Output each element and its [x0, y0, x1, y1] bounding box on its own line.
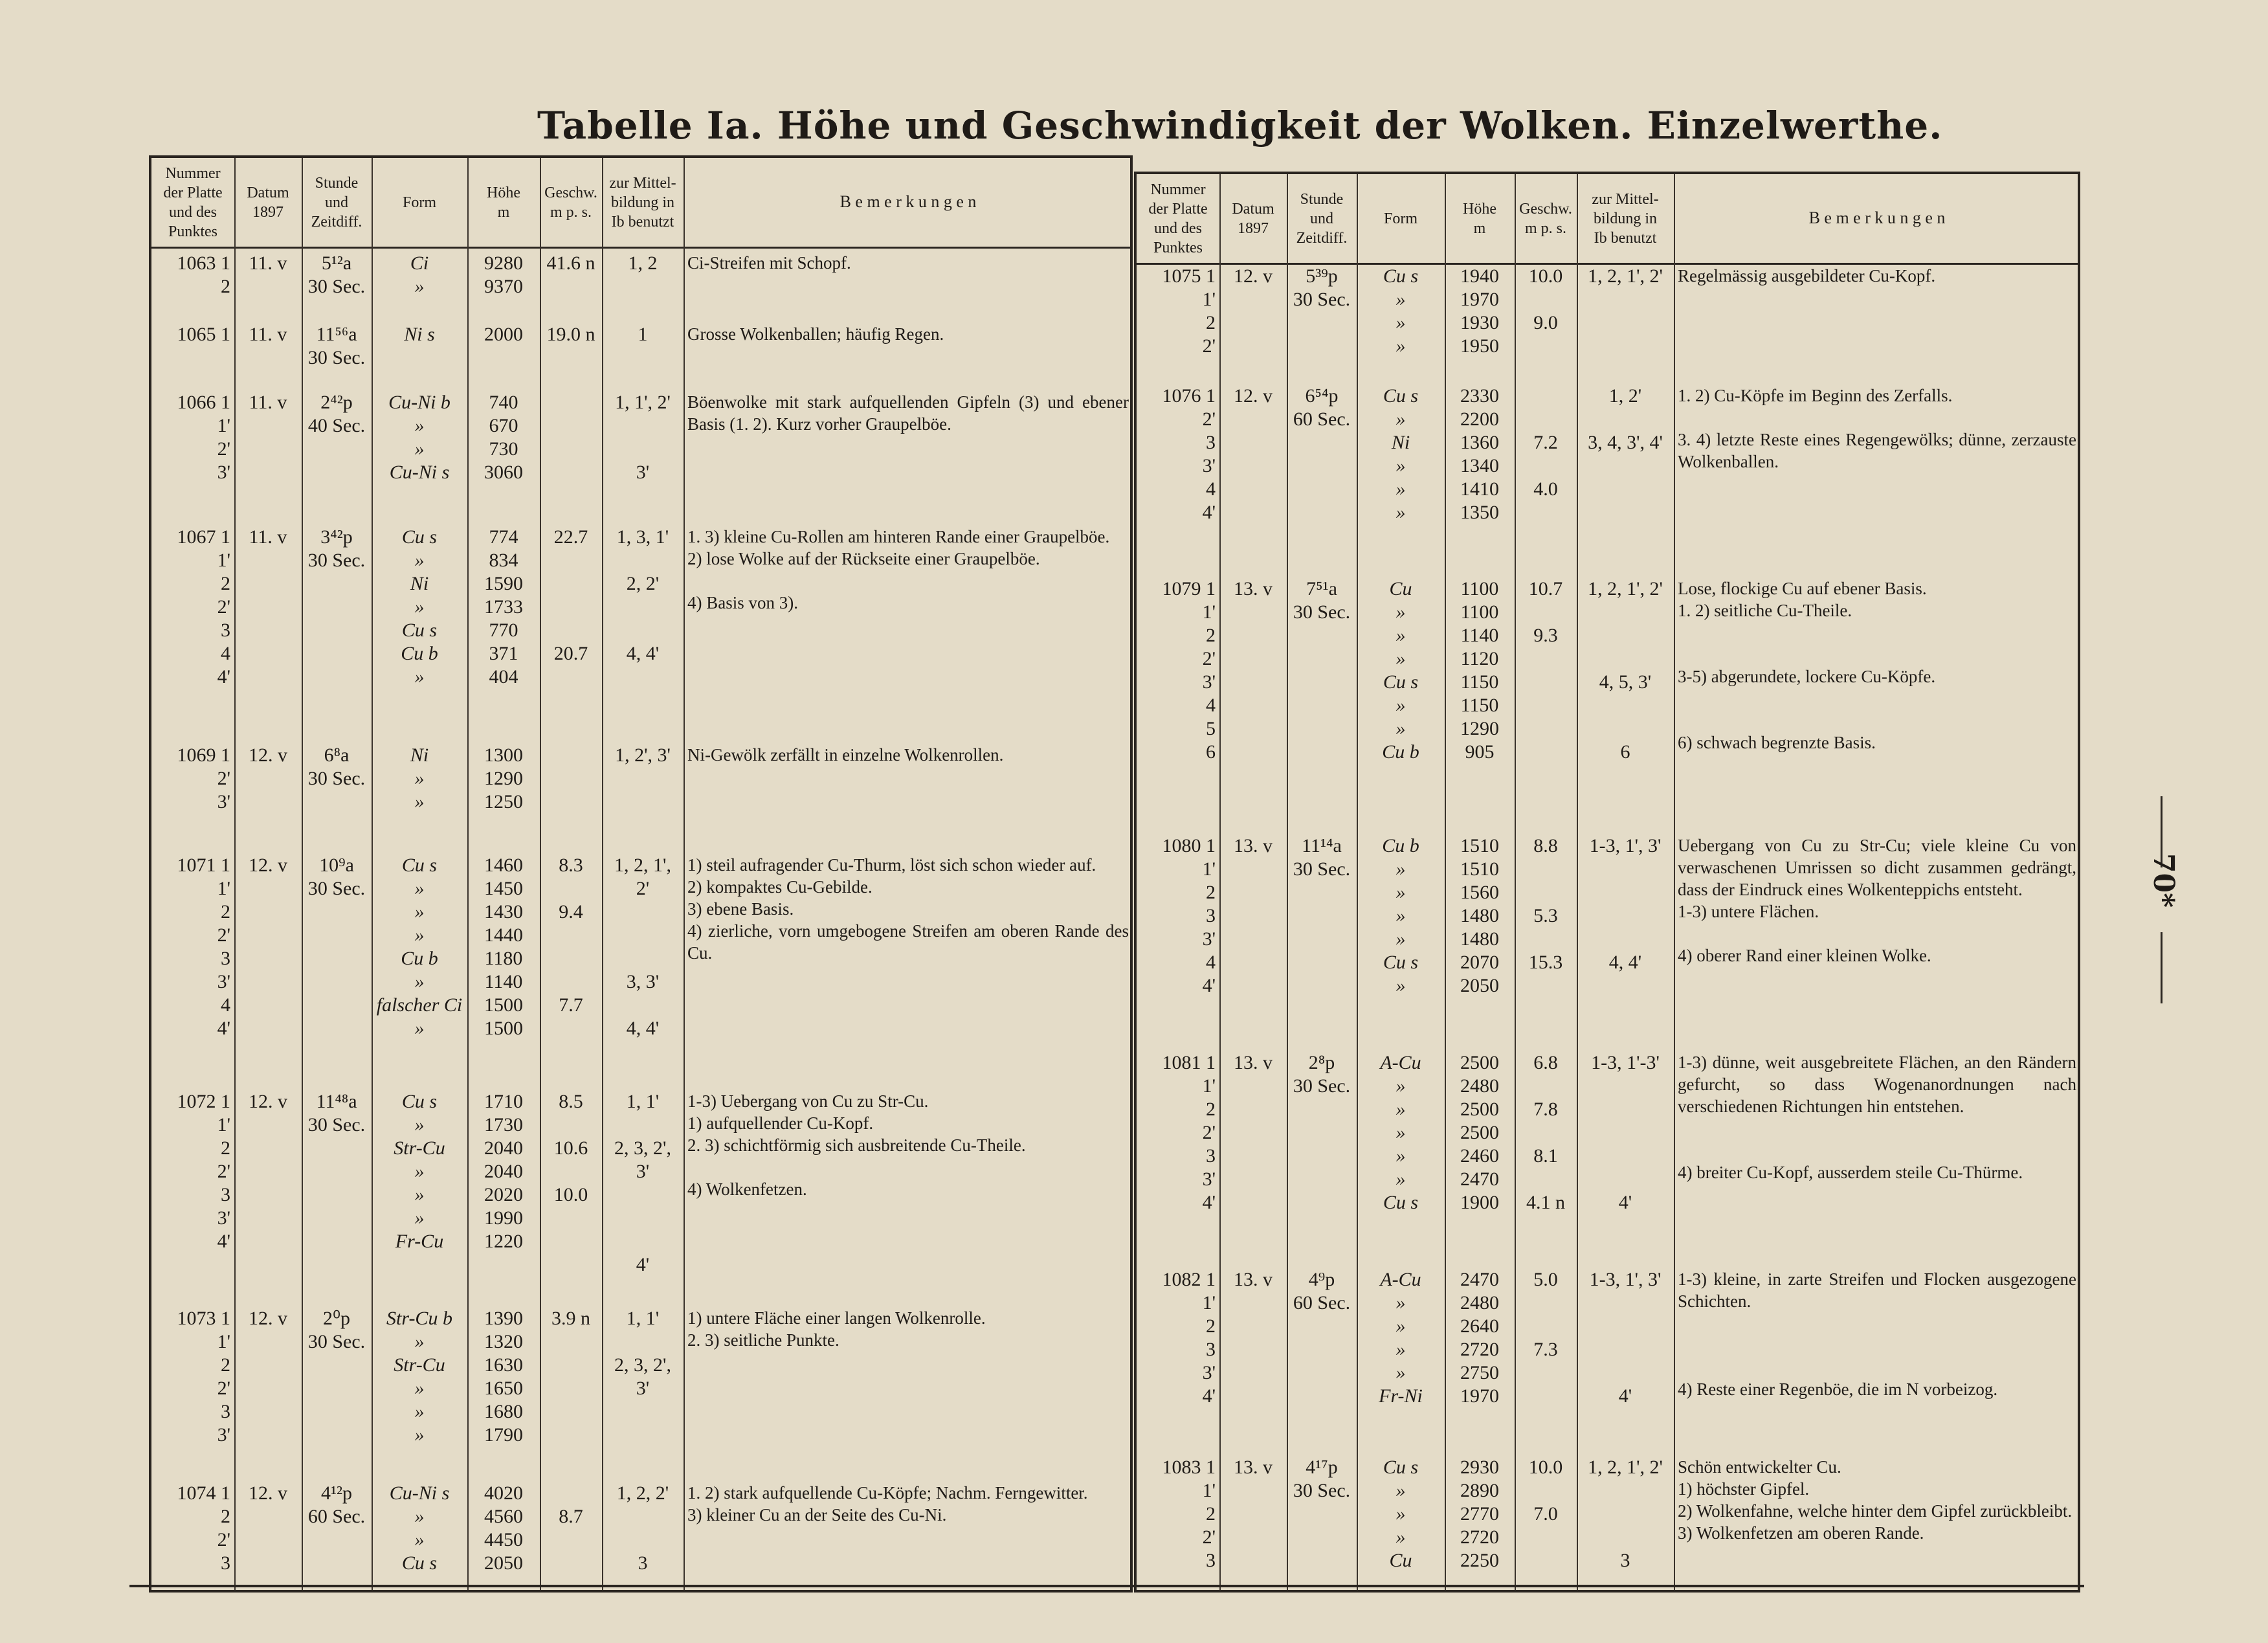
header-bem: B e m e r k u n g e n [839, 192, 977, 212]
cell-nr: 1079 1 1' 2 2' 3' 4 5 6 [1162, 578, 1216, 763]
header-bem: B e m e r k u n g e n [1808, 208, 1946, 228]
cell-geschw: 10.0 7.0 [1528, 1457, 1563, 1525]
cell-nr: 1081 1 1' 2 2' 3 3' 4' [1162, 1052, 1216, 1213]
cell-bem: 1. 2) Cu-Köpfe im Beginn des Zerfalls. 3. 4) letzte Reste eines Regengewölks; dünne, zerzauste Wolkenballen. [1678, 386, 2076, 471]
cell-stunde: 4¹²p 60 Sec. [307, 1482, 366, 1527]
cell-hoehe: 2000 [484, 324, 523, 345]
cell-hoehe: 9280 9370 [484, 252, 523, 297]
column-divider [602, 158, 603, 1590]
cell-form: Cu s » » » [1383, 265, 1419, 357]
cell-bem: 1. 3) kleine Cu-Rollen am hinteren Rande einer Graupelböe. 2) lose Wolke auf der Rückseite einer Graupelböe. 4) Basis von 3). [687, 527, 1110, 612]
cell-datum: 12. v [1234, 385, 1273, 407]
cell-nr: 1082 1 1' 2 3 3' 4' [1162, 1269, 1216, 1407]
cell-nr: 1069 1 2' 3' [177, 744, 230, 812]
cell-geschw: 19.0 n [546, 324, 595, 345]
cell-stunde: 2⁸p 30 Sec. [1293, 1052, 1351, 1097]
cell-nr: 1083 1 1' 2 2' 3 [1162, 1457, 1216, 1571]
header-geschw: Geschw. m p. s. [544, 184, 597, 221]
left-table [149, 155, 1133, 1593]
column-divider [1357, 174, 1358, 1590]
cell-datum: 12. v [249, 1308, 287, 1329]
cell-mittel: 1, 2, 1', 2' 3, 3' 4, 4' [614, 855, 671, 1039]
cell-geschw: 7.2 4.0 [1533, 432, 1558, 500]
cell-mittel: 1, 2, 1', 2' 4, 5, 3' 6 [1588, 578, 1663, 763]
cell-hoehe: 2500 2480 2500 2500 2460 2470 1900 [1460, 1052, 1499, 1213]
cell-bem: Ni-Gewölk zerfällt in einzelne Wolkenrollen. [687, 745, 1004, 765]
cell-form: Cu-Ni b » » Cu-Ni s [388, 392, 450, 483]
cell-stunde: 4¹⁷p 30 Sec. [1293, 1457, 1351, 1501]
cell-form: Ni » » [410, 744, 429, 812]
cell-geschw: 8.7 [559, 1506, 583, 1527]
cell-mittel: 1, 2, 1', 2' [1588, 265, 1663, 287]
cell-form: Ni s [404, 324, 435, 345]
column-divider [1445, 174, 1446, 1590]
cell-nr: 1072 1 1' 2 2' 3 3' 4' [177, 1091, 230, 1252]
column-divider [1577, 174, 1578, 1590]
cell-stunde: 10⁹a 30 Sec. [307, 855, 366, 899]
cell-stunde: 11⁴⁸a 30 Sec. [307, 1091, 366, 1135]
cell-nr: 1073 1 1' 2 2' 3 3' [177, 1308, 230, 1446]
cell-mittel: 1, 1', 2' 3' [615, 392, 671, 483]
cell-datum: 13. v [1234, 1457, 1273, 1478]
column-divider [1287, 174, 1288, 1590]
cell-nr: 1067 1 1' 2 2' 3 4 4' [177, 526, 230, 687]
header-geschw: Geschw. m p. s. [1519, 200, 1572, 237]
cell-datum: 12. v [249, 1482, 287, 1504]
cell-bem: 1) untere Fläche einer langen Wolkenrolle. 2. 3) seitliche Punkte. [687, 1308, 986, 1350]
cell-nr: 1071 1 1' 2 2' 3 3' 4 4' [177, 855, 230, 1039]
cell-nr: 1074 1 2 2' 3 [177, 1482, 230, 1574]
cell-mittel: 1 [638, 324, 648, 345]
cell-stunde: 11¹⁴a 30 Sec. [1293, 835, 1351, 880]
header-mittel: zur Mittel- bildung in Ib benutzt [1592, 190, 1659, 247]
cell-nr: 1080 1 1' 2 3 3' 4 4' [1162, 835, 1216, 996]
column-divider [540, 158, 541, 1590]
cell-stunde: 6⁸a 30 Sec. [307, 744, 366, 789]
cell-bem: Uebergang von Cu zu Str-Cu; viele kleine Cu von verwaschenen Umrissen so dicht zusammen gedrängt, dass der Eindruck eines Wolkenteppichs entsteht. 1-3) untere Flächen. 4) oberer Rand einer kleinen Wolke. [1678, 836, 2076, 965]
cell-mittel: 1, 2' 3, 4, 3', 4' [1588, 385, 1663, 453]
cell-datum: 11. v [249, 252, 287, 274]
table-header [151, 158, 1130, 249]
cell-mittel: 1, 3, 1' 2, 2' 4, 4' [616, 526, 669, 664]
cell-mittel: 1, 2, 1', 2' 3 [1588, 1457, 1663, 1571]
column-divider [1219, 174, 1221, 1590]
column-divider [1515, 174, 1516, 1590]
cell-datum: 13. v [1234, 1052, 1273, 1073]
cell-hoehe: 1100 1100 1140 1120 1150 1150 1290 905 [1460, 578, 1499, 763]
cell-form: Cu s » » » Cu [1383, 1457, 1419, 1571]
cell-mittel: 1-3, 1', 3' 4' [1589, 1269, 1662, 1407]
header-hoehe: Höhe m [487, 184, 520, 221]
cell-mittel: 1, 2 [628, 252, 658, 274]
cell-geschw: 6.8 7.8 8.1 4.1 n [1526, 1052, 1565, 1213]
table-header [1137, 174, 2078, 265]
cell-bem: Regelmässig ausgebildeter Cu-Kopf. [1678, 266, 1936, 285]
column-divider [372, 158, 373, 1590]
cell-bem: Böenwolke mit stark aufquellenden Gipfeln (3) und ebener Basis (1. 2). Kurz vorher Graupelböe. [687, 392, 1129, 434]
cell-geschw: 22.7 20.7 [553, 526, 588, 664]
cell-bem: 1-3) kleine, in zarte Streifen und Flocken ausgezogene Schichten. 4) Reste einer Regenböe, die im N vorbeizog. [1678, 1269, 2076, 1399]
cell-mittel: 1-3, 1', 3' 4, 4' [1589, 835, 1662, 973]
cell-datum: 11. v [249, 392, 287, 413]
cell-stunde: 7⁵¹a 30 Sec. [1293, 578, 1351, 623]
cell-hoehe: 1390 1320 1630 1650 1680 1790 [484, 1308, 523, 1446]
cell-datum: 13. v [1234, 578, 1273, 599]
cell-datum: 13. v [1234, 1269, 1273, 1290]
cell-form: Ci » [410, 252, 429, 297]
cell-hoehe: 740 670 730 3060 [484, 392, 523, 483]
header-stunde: Stunde und Zeitdiff. [1296, 190, 1348, 247]
cell-hoehe: 1940 1970 1930 1950 [1460, 265, 1499, 357]
cell-hoehe: 2330 2200 1360 1340 1410 1350 [1460, 385, 1499, 523]
cell-bem: 1) steil aufragender Cu-Thurm, löst sich schon wieder auf. 2) kompaktes Cu-Gebilde. 3) ebene Basis. 4) zierliche, vorn umgebogene Streifen am oberen Rande des Cu. [687, 855, 1129, 963]
cell-geschw: 8.5 10.6 10.0 [553, 1091, 588, 1205]
cell-datum: 12. v [249, 744, 287, 766]
cell-geschw: 5.0 7.3 [1533, 1269, 1558, 1360]
cell-bem: 1. 2) stark aufquellende Cu-Köpfe; Nachm. Ferngewitter. 3) kleiner Cu an der Seite des Cu-Ni. [687, 1483, 1088, 1525]
cell-nr: 1075 1 1' 2 2' [1162, 265, 1216, 357]
column-divider [302, 158, 303, 1590]
bottom-rule [129, 1585, 2084, 1587]
column-divider [1674, 174, 1675, 1590]
cell-hoehe: 1460 1450 1430 1440 1180 1140 1500 1500 [484, 855, 523, 1039]
column-divider [467, 158, 469, 1590]
cell-geschw: 10.0 9.0 [1528, 265, 1563, 333]
cell-stunde: 5³⁹p 30 Sec. [1293, 265, 1351, 310]
cell-mittel: 1, 2, 2' 3 [616, 1482, 669, 1574]
cell-form: A-Cu » » » » » Cu s [1380, 1052, 1421, 1213]
cell-form: A-Cu » » » » Fr-Ni [1379, 1269, 1423, 1407]
cell-mittel: 1, 2', 3' [615, 744, 671, 766]
cell-bem: Schön entwickelter Cu. 1) höchster Gipfel. 2) Wolkenfahne, welche hinter dem Gipfel zurückbleibt. 3) Wolkenfetzen am oberen Rande. [1678, 1457, 2073, 1543]
cell-form: Cu b » » » » Cu s » [1382, 835, 1419, 996]
cell-hoehe: 1510 1510 1560 1480 1480 2070 2050 [1460, 835, 1499, 996]
cell-geschw: 3.9 n [551, 1308, 590, 1329]
cell-datum: 12. v [249, 1091, 287, 1112]
cell-stunde: 4⁹p 60 Sec. [1293, 1269, 1351, 1313]
cell-datum: 13. v [1234, 835, 1273, 856]
header-datum: Datum 1897 [1232, 200, 1274, 237]
cell-form: Cu s » Ni » » » [1383, 385, 1419, 523]
cell-datum: 11. v [249, 324, 287, 345]
cell-bem: 1-3) Uebergang von Cu zu Str-Cu. 1) aufquellender Cu-Kopf. 2. 3) schichtförmig sich ausbreitende Cu-Theile. 4) Wolkenfetzen. [687, 1091, 1026, 1199]
cell-stunde: 2⁰p 30 Sec. [307, 1308, 366, 1352]
cell-nr: 1076 1 2' 3 3' 4 4' [1162, 385, 1216, 523]
header-stunde: Stunde und Zeitdiff. [311, 174, 362, 230]
header-nr: Nummer der Platte und des Punktes [1148, 181, 1208, 256]
cell-stunde: 11⁵⁶a 30 Sec. [307, 324, 366, 368]
cell-form: Cu » » » Cu s » » Cu b [1382, 578, 1419, 763]
cell-form: Cu s » Ni » Cu s Cu b » [401, 526, 438, 687]
cell-mittel: 1, 1' 2, 3, 2', 3' [614, 1308, 671, 1399]
cell-nr: 1065 1 [177, 324, 230, 345]
cell-datum: 11. v [249, 526, 287, 548]
cell-hoehe: 2470 2480 2640 2720 2750 1970 [1460, 1269, 1499, 1407]
cell-hoehe: 774 834 1590 1733 770 371 404 [484, 526, 523, 687]
cell-hoehe: 1710 1730 2040 2040 2020 1990 1220 [484, 1091, 523, 1252]
cell-nr: 1066 1 1' 2' 3' [177, 392, 230, 483]
cell-form: Str-Cu b » Str-Cu » » » [386, 1308, 452, 1446]
cell-hoehe: 4020 4560 4450 2050 [484, 1482, 523, 1574]
cell-stunde: 5¹²a 30 Sec. [307, 252, 366, 297]
cell-datum: 12. v [1234, 265, 1273, 287]
header-nr: Nummer der Platte und des Punktes [163, 164, 223, 240]
cell-stunde: 6⁵⁴p 60 Sec. [1293, 385, 1351, 430]
cell-nr: 1063 1 2 [177, 252, 230, 297]
header-datum: Datum 1897 [247, 184, 289, 221]
right-table [1134, 172, 2080, 1593]
cell-geschw: 10.7 9.3 [1528, 578, 1563, 646]
cell-hoehe: 1300 1290 1250 [484, 744, 523, 812]
cell-mittel: 1, 1' 2, 3, 2', 3' 4' [614, 1091, 671, 1275]
cell-hoehe: 2930 2890 2770 2720 2250 [1460, 1457, 1499, 1571]
header-form: Form [402, 194, 436, 211]
page-title: Tabelle Ia. Höhe und Geschwindigkeit der Wolken. Einzelwerthe. [537, 104, 1943, 148]
cell-form: Cu s » Str-Cu » » » Fr-Cu [394, 1091, 445, 1252]
cell-stunde: 3⁴²p 30 Sec. [307, 526, 366, 571]
header-hoehe: Höhe m [1463, 200, 1496, 237]
cell-geschw: 41.6 n [546, 252, 595, 274]
cell-form: Cu s » » » Cu b » falscher Ci » [376, 855, 463, 1039]
margin-dash-bottom [2161, 932, 2162, 1003]
cell-geschw: 8.3 9.4 7.7 [559, 855, 583, 1016]
column-divider [684, 158, 685, 1590]
cell-geschw: 8.8 5.3 15.3 [1528, 835, 1563, 973]
cell-mittel: 1-3, 1'-3' 4' [1591, 1052, 1660, 1213]
cell-datum: 12. v [249, 855, 287, 876]
header-form: Form [1383, 210, 1418, 227]
cell-form: Cu-Ni s » » Cu s [389, 1482, 450, 1574]
header-mittel: zur Mittel- bildung in Ib benutzt [609, 174, 676, 230]
cell-bem: 1-3) dünne, weit ausgebreitete Flächen, an den Rändern gefurcht, so dass Wogenanordnungen nach verschiedenen Richtungen hin entstehen. 4) breiter Cu-Kopf, ausserdem steile Cu-Thürme. [1678, 1053, 2076, 1182]
page-number: 70* [2147, 853, 2180, 908]
cell-bem: Grosse Wolkenballen; häufig Regen. [687, 324, 944, 344]
cell-stunde: 2⁴²p 40 Sec. [307, 392, 366, 436]
cell-bem: Lose, flockige Cu auf ebener Basis. 1. 2) seitliche Cu-Theile. 3-5) abgerundete, lockere Cu-Köpfe. 6) schwach begrenzte Basis. [1678, 579, 1936, 752]
cell-bem: Ci-Streifen mit Schopf. [687, 253, 851, 273]
column-divider [234, 158, 236, 1590]
